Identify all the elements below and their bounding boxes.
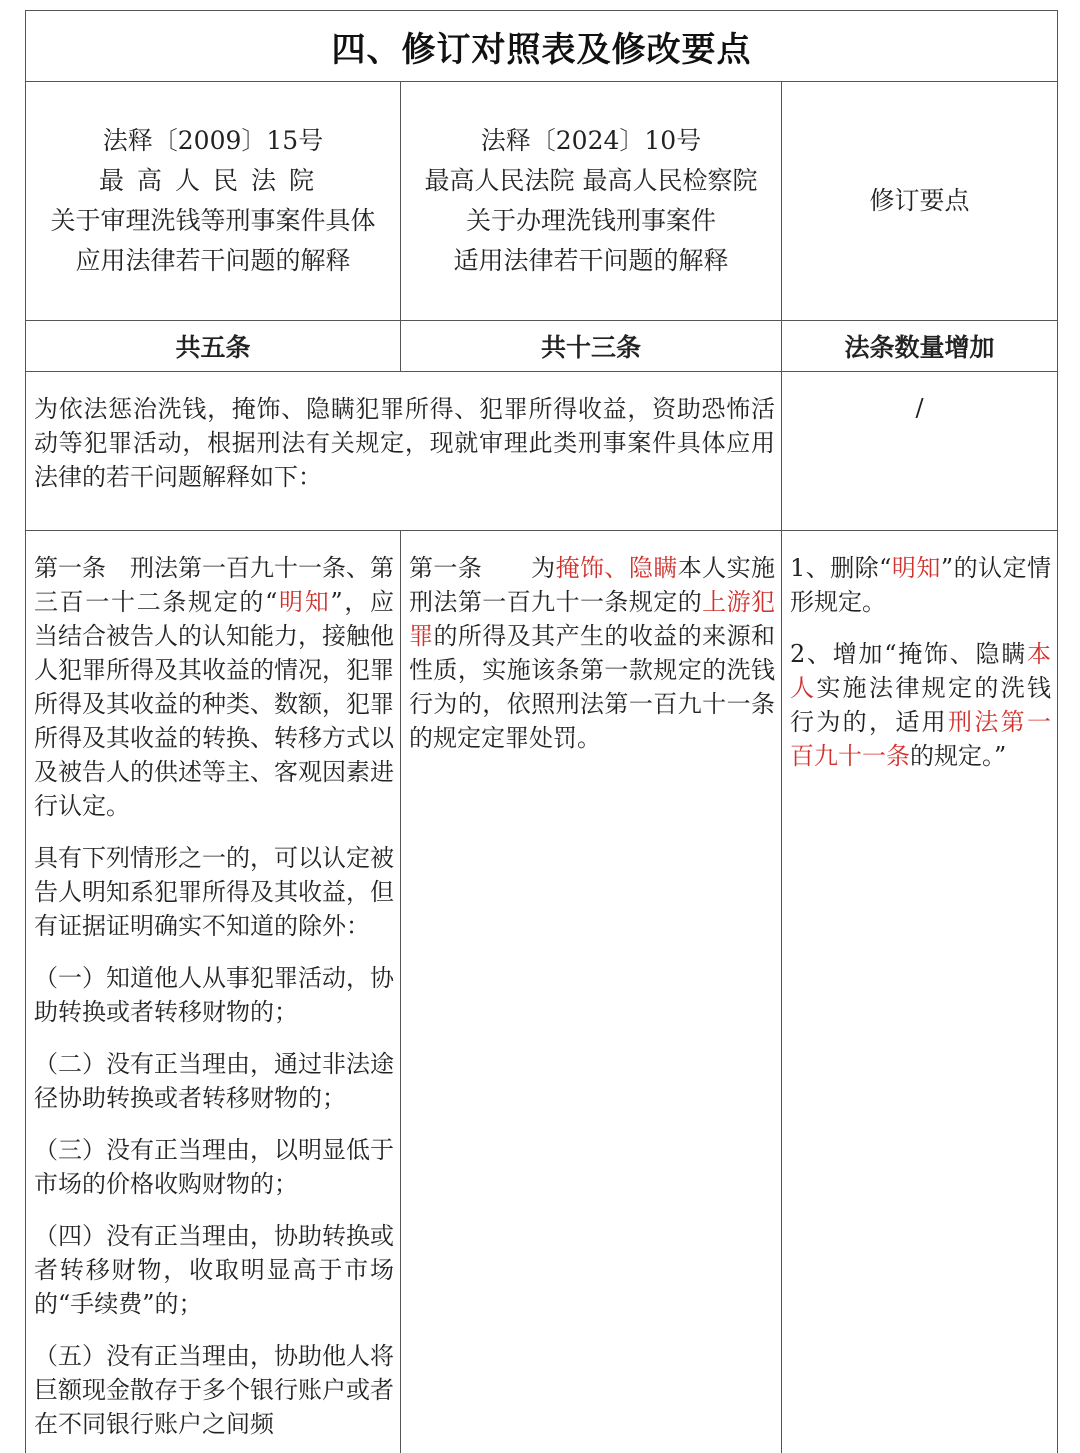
highlight-mingzhi: 明知	[277, 588, 331, 616]
article-1-old-item-3: （三）没有正当理由，以明显低于市场的价格收购财物的；	[34, 1136, 394, 1198]
article-1-row	[26, 531, 1058, 1453]
header-revision-points: 修订要点	[782, 82, 1058, 321]
old-issuer: 最高人民法院	[98, 166, 327, 195]
table-title: 四、修订对照表及修改要点	[26, 11, 1058, 82]
preamble-point: /	[782, 372, 1058, 531]
title-row	[26, 11, 1058, 82]
revision-comparison-table	[25, 10, 1058, 1453]
old-article-count: 共五条	[26, 321, 401, 372]
article-1-old-paragraph-1: 第一条 刑法第一百九十一条、第三百一十二条规定的“明知”，应当结合被告人的认知能力，接触他人犯罪所得及其收益的情况，犯罪所得及其收益的种类、数额，犯罪所得及其收益的转换、转移方式以及被告人的供述等主、客观因素进行认定。	[34, 554, 394, 820]
preamble-row	[26, 372, 1058, 531]
article-1-new-paragraph: 第一条 为掩饰、隐瞒本人实施刑法第一百九十一条规定的上游犯罪的所得及其产生的收益的来源和性质，实施该条第一款规定的洗钱行为的，依照刑法第一百九十一条的规定定罪处罚。	[409, 554, 776, 752]
old-doc-title-line2: 应用法律若干问题的解释	[75, 246, 351, 275]
article-1-old	[26, 531, 401, 1453]
highlight-point-mingzhi: 明知	[891, 554, 941, 582]
highlight-conceal: 掩饰、隐瞒	[555, 554, 678, 582]
new-doc-title-line1: 关于办理洗钱刑事案件	[465, 206, 716, 235]
new-doc-title-line2: 适用法律若干问题的解释	[453, 246, 729, 275]
article-1-old-item-2: （二）没有正当理由，通过非法途径协助转换或者转移财物的；	[34, 1050, 394, 1112]
article-1-old-item-1: （一）知道他人从事犯罪活动，协助转换或者转移财物的；	[34, 964, 394, 1026]
old-doc-number: 法释〔2009〕15号	[102, 126, 324, 155]
point-1: 1、删除“明知”的认定情形规定。	[790, 554, 1052, 616]
article-1-new	[401, 531, 782, 1453]
preamble-text: 为依法惩治洗钱，掩饰、隐瞒犯罪所得、犯罪所得收益，资助恐怖活动等犯罪活动，根据刑法有关规定，现就审理此类刑事案件具体应用法律的若干问题解释如下：	[26, 372, 782, 531]
new-doc-number: 法释〔2024〕10号	[480, 126, 702, 155]
header-new-regulation	[401, 82, 782, 321]
article-1-old-item-4: （四）没有正当理由，协助转换或者转移财物，收取明显高于市场的“手续费”的；	[34, 1222, 394, 1318]
count-row	[26, 321, 1058, 372]
header-old-regulation	[26, 82, 401, 321]
highlight-point-article-191: 刑法第一百九十一条	[790, 708, 1052, 770]
article-1-points	[782, 531, 1058, 1453]
old-doc-title-line1: 关于审理洗钱等刑事案件具体	[50, 206, 376, 235]
highlight-point-self: 本人	[790, 640, 1052, 702]
article-1-old-paragraph-2: 具有下列情形之一的，可以认定被告人明知系犯罪所得及其收益，但有证据证明确实不知道的除外：	[34, 844, 394, 940]
count-change-point: 法条数量增加	[782, 321, 1058, 372]
new-article-count: 共十三条	[401, 321, 782, 372]
new-issuer: 最高人民法院 最高人民检察院	[424, 166, 758, 195]
article-1-old-item-5: （五）没有正当理由，协助他人将巨额现金散存于多个银行账户或者在不同银行账户之间频	[34, 1342, 394, 1438]
highlight-upstream-crime: 上游犯罪	[409, 588, 776, 650]
point-2: 2、增加“掩饰、隐瞒本人实施法律规定的洗钱行为的，适用刑法第一百九十一条的规定。”	[790, 640, 1052, 770]
header-row	[26, 82, 1058, 321]
